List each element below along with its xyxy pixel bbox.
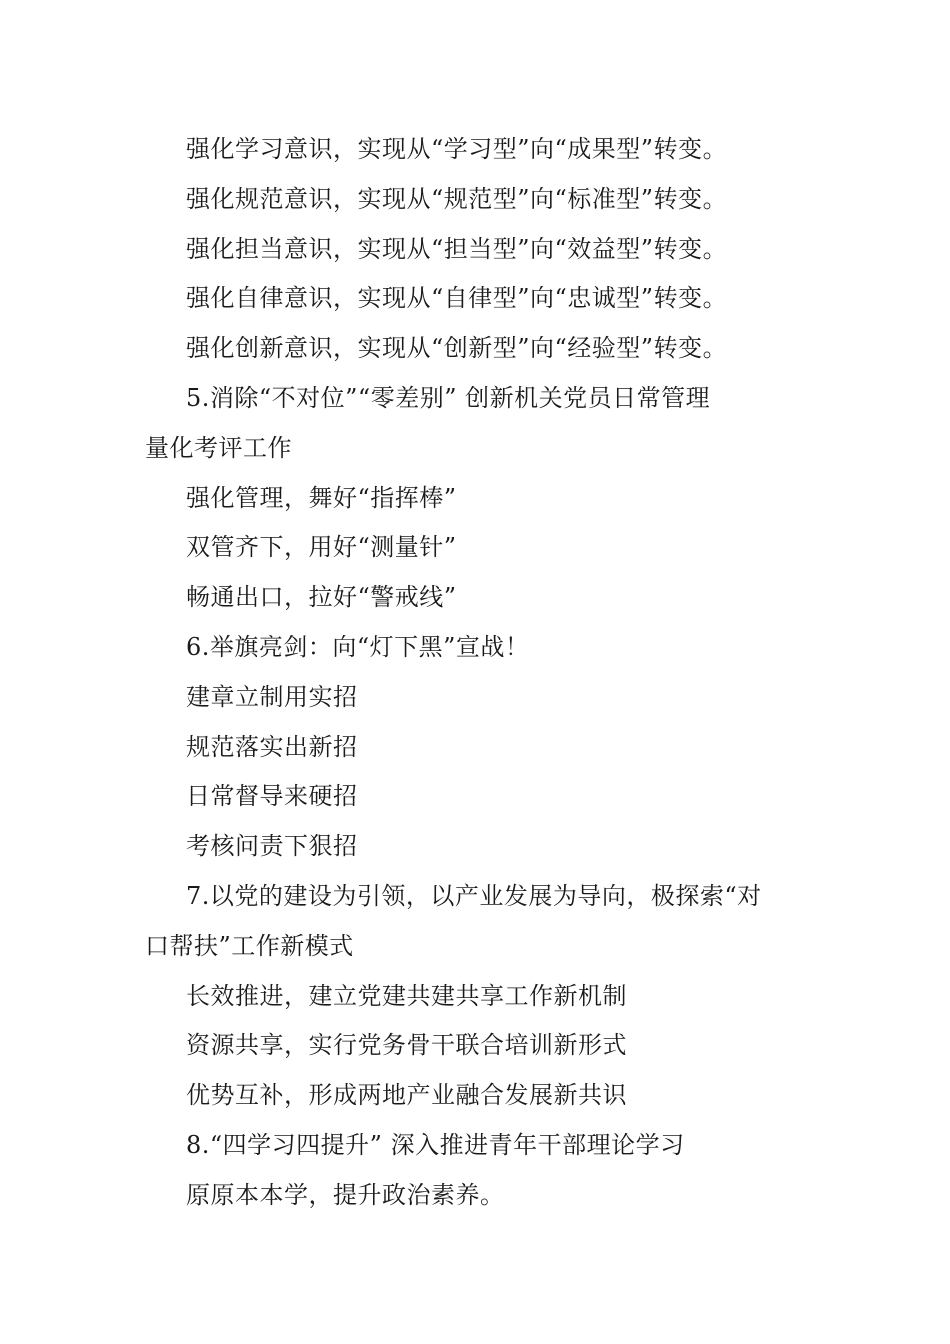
section-heading-8: 8.“四学习四提升” 深入推进青年干部理论学习 — [186, 1130, 685, 1159]
paragraph-line: 强化自律意识，实现从“自律型”向“忠诚型”转变。 — [186, 284, 728, 313]
paragraph-line: 强化管理，舞好“指挥棒” — [186, 483, 457, 512]
paragraph-line: 日常督导来硬招 — [186, 782, 358, 811]
paragraph-line: 强化担当意识，实现从“担当型”向“效益型”转变。 — [186, 234, 728, 263]
paragraph-line: 规范落实出新招 — [186, 732, 358, 761]
section-heading-7: 7.以党的建设为引领，以产业发展为导向，极探索“对 — [186, 881, 762, 910]
document-body — [145, 125, 810, 1221]
paragraph-line: 资源共享，实行党务骨干联合培训新形式 — [186, 1031, 627, 1060]
paragraph-line: 优势互补，形成两地产业融合发展新共识 — [186, 1081, 627, 1110]
paragraph-line: 畅通出口，拉好“警戒线” — [186, 583, 457, 612]
section-heading-7-continuation: 口帮扶”工作新模式 — [145, 931, 354, 960]
section-heading-5: 5.消除“不对位”“零差别” 创新机关党员日常管理 — [186, 383, 711, 412]
paragraph-line: 建章立制用实招 — [186, 682, 358, 711]
paragraph-line: 双管齐下，用好“测量针” — [186, 533, 457, 562]
section-heading-5-continuation: 量化考评工作 — [145, 433, 292, 462]
paragraph-line: 长效推进，建立党建共建共享工作新机制 — [186, 981, 627, 1010]
paragraph-line: 强化创新意识，实现从“创新型”向“经验型”转变。 — [186, 334, 728, 363]
paragraph-line: 考核问责下狠招 — [186, 832, 358, 861]
section-heading-6: 6.举旗亮剑：向“灯下黑”宣战！ — [186, 632, 530, 661]
paragraph-line: 强化学习意识，实现从“学习型”向“成果型”转变。 — [186, 135, 728, 163]
paragraph-line: 强化规范意识，实现从“规范型”向“标准型”转变。 — [186, 184, 728, 213]
paragraph-line: 原原本本学，提升政治素养。 — [186, 1180, 505, 1209]
